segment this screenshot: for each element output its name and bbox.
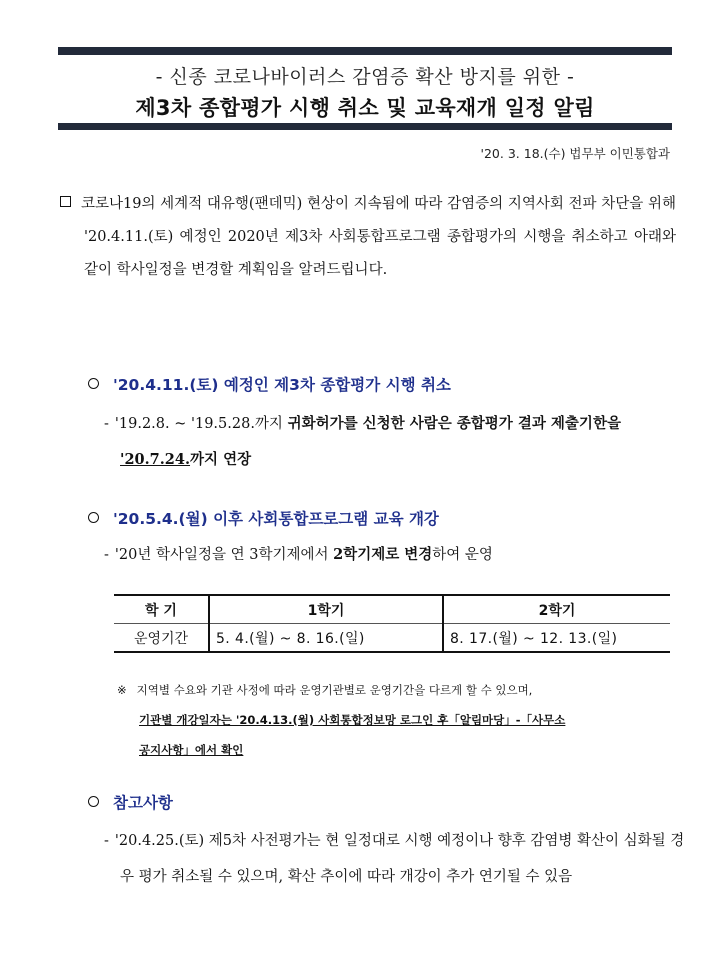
semester-schedule-table xyxy=(114,594,670,653)
section-heading-text: 참고사항 xyxy=(113,794,173,812)
footnote xyxy=(117,675,677,765)
document-subtitle: - 신종 코로나바이러스 감염증 확산 방지를 위한 - xyxy=(155,66,575,88)
table-row-label: 운영기간 xyxy=(114,624,209,653)
section-detail-semester xyxy=(104,537,676,573)
detail-text-applicants: 귀화허가를 신청한 사람은 종합평가 결과 제출기한을 xyxy=(287,415,621,432)
top-rule xyxy=(58,47,672,55)
table-header-cell: 2학기 xyxy=(443,595,670,624)
bottom-rule xyxy=(58,123,672,130)
footnote-emphasis-line2: 공지사항」에서 확인 xyxy=(139,743,244,757)
table-cell-term2: 8. 17.(월) ~ 12. 13.(일) xyxy=(443,624,670,653)
dash-marker: - xyxy=(104,833,109,849)
footnote-emphasis-line1: 기관별 개강일자는 '20.4.13.(월) 사회통합정보망 로그인 후「알림마당」-「사무소 xyxy=(139,713,566,727)
detail-text-operate: 하여 운영 xyxy=(432,547,493,563)
table-header-cell: 학 기 xyxy=(114,595,209,624)
table-header-cell: 1학기 xyxy=(209,595,443,624)
intro-text: 코로나19의 세계적 대유행(팬데믹) 현상이 지속됨에 따라 감염증의 지역사회 전파 차단을 위해 '20.4.11.(토) 예정인 2020년 제3차 사회통합프로그램 종합평가의 시행을 취소하고 아래와 같이 학사일정을 변경할 계획임을 알려드립니다. xyxy=(81,196,676,278)
detail-text-two-semesters: 2학기제로 변경 xyxy=(333,546,433,563)
intro-paragraph xyxy=(60,188,676,287)
section-heading-notes xyxy=(88,791,173,813)
dash-marker: - xyxy=(104,547,109,563)
section-detail-notes xyxy=(104,823,690,895)
detail-text-deadline: '20.7.24. xyxy=(120,451,191,468)
detail-text-schedule: '20년 학사일정을 연 3학기제에서 xyxy=(114,547,334,563)
dash-marker: - xyxy=(104,416,109,432)
hollow-circle-icon xyxy=(88,512,99,523)
section-heading-class-resume xyxy=(88,507,439,529)
hollow-square-icon xyxy=(60,196,71,207)
table-row xyxy=(114,624,670,653)
hollow-circle-icon xyxy=(88,796,99,807)
detail-text-period: '19.2.8. ~ '19.5.28.까지 xyxy=(114,416,288,432)
table-cell-term1: 5. 4.(월) ~ 8. 16.(일) xyxy=(209,624,443,653)
section-heading-text: '20.4.11.(토) 예정인 제3차 종합평가 시행 취소 xyxy=(113,376,451,394)
reference-mark: ※ xyxy=(117,683,127,697)
section-heading-evaluation-cancel xyxy=(88,373,451,395)
date-and-issuer: '20. 3. 18.(수) 법무부 이민통합과 xyxy=(480,146,670,161)
hollow-circle-icon xyxy=(88,378,99,389)
table-header-row xyxy=(114,595,670,624)
detail-text-extend: 까지 연장 xyxy=(190,451,252,468)
detail-text-notes: '20.4.25.(토) 제5차 사전평가는 현 일정대로 시행 예정이나 향후 감염병 확산이 심화될 경우 평가 취소될 수 있으며, 확산 추이에 따라 개강이 추가 연기될 수 있음 xyxy=(114,833,685,885)
section-detail-extension xyxy=(104,406,692,478)
section-heading-text: '20.5.4.(월) 이후 사회통합프로그램 교육 개강 xyxy=(113,510,439,528)
footnote-text: 지역별 수요와 기관 사정에 따라 운영기관별로 운영기간을 다르게 할 수 있으며, xyxy=(136,683,533,697)
document-title: 제3차 종합평가 시행 취소 및 교육재개 일정 알림 xyxy=(135,96,595,120)
